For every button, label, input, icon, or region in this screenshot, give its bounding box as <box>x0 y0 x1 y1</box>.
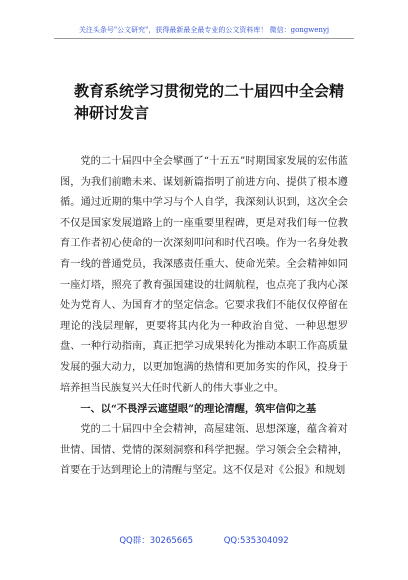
body-paragraph: 党的二十届四中全会精神，高屋建瓴、思想深邃，蕴含着对世情、国情、党情的深刻洞察和科学把握。学习领会全会精神，首要在于达到理论上的清醒与坚定。这不仅是对《公报》和规划 <box>60 424 348 477</box>
document-body <box>60 152 348 482</box>
header-note: 关注头条号"公文研究"，获得最新最全最专业的公文资料库！ 微信：gongwenyj <box>78 26 330 34</box>
body-paragraph: 党的二十届四中全会擘画了“十五五”时期国家发展的宏伟蓝图，为我们前瞻未来、谋划新篇指明了前进方向、提供了根本遵循。通过近期的集中学习与个人自学，我深刻认识到，这次全会不仅是国家发展道路上的一座重要里程碑，更是对我们每一位教育工作者初心使命的一次深刻叩问和时代召唤。作为一名身处教育一线的普通党员，我深感责任重大、使命光荣。全会精神如同一座灯塔，照亮了教育强国建设的壮阔航程，也点亮了我内心深处为党育人、为国育才的坚定信念。它要求我们不能仅仅停留在理论的浅层理解，更要将其内化为一种政治自觉、一种思想罗盘、一种行动指南，真正把学习成果转化为推动本职工作高质量发展的强大动力，以更加饱满的热情和更加务实的作风，投身于培养担当民族复兴大任时代新人的伟大事业之中。 <box>60 156 348 394</box>
section-heading: 一、以“不畏浮云遮望眼”的理论清醒，筑牢信仰之基 <box>80 403 317 416</box>
footer-qq: QQ:535304092 <box>223 536 289 546</box>
header-divider <box>54 38 354 39</box>
footer-qq-group: QQ群：30265665 <box>119 536 194 546</box>
document-title: 教育系统学习贯彻党的二十届四中全会精神研讨发言 <box>74 82 345 122</box>
footer-contact <box>0 534 408 546</box>
